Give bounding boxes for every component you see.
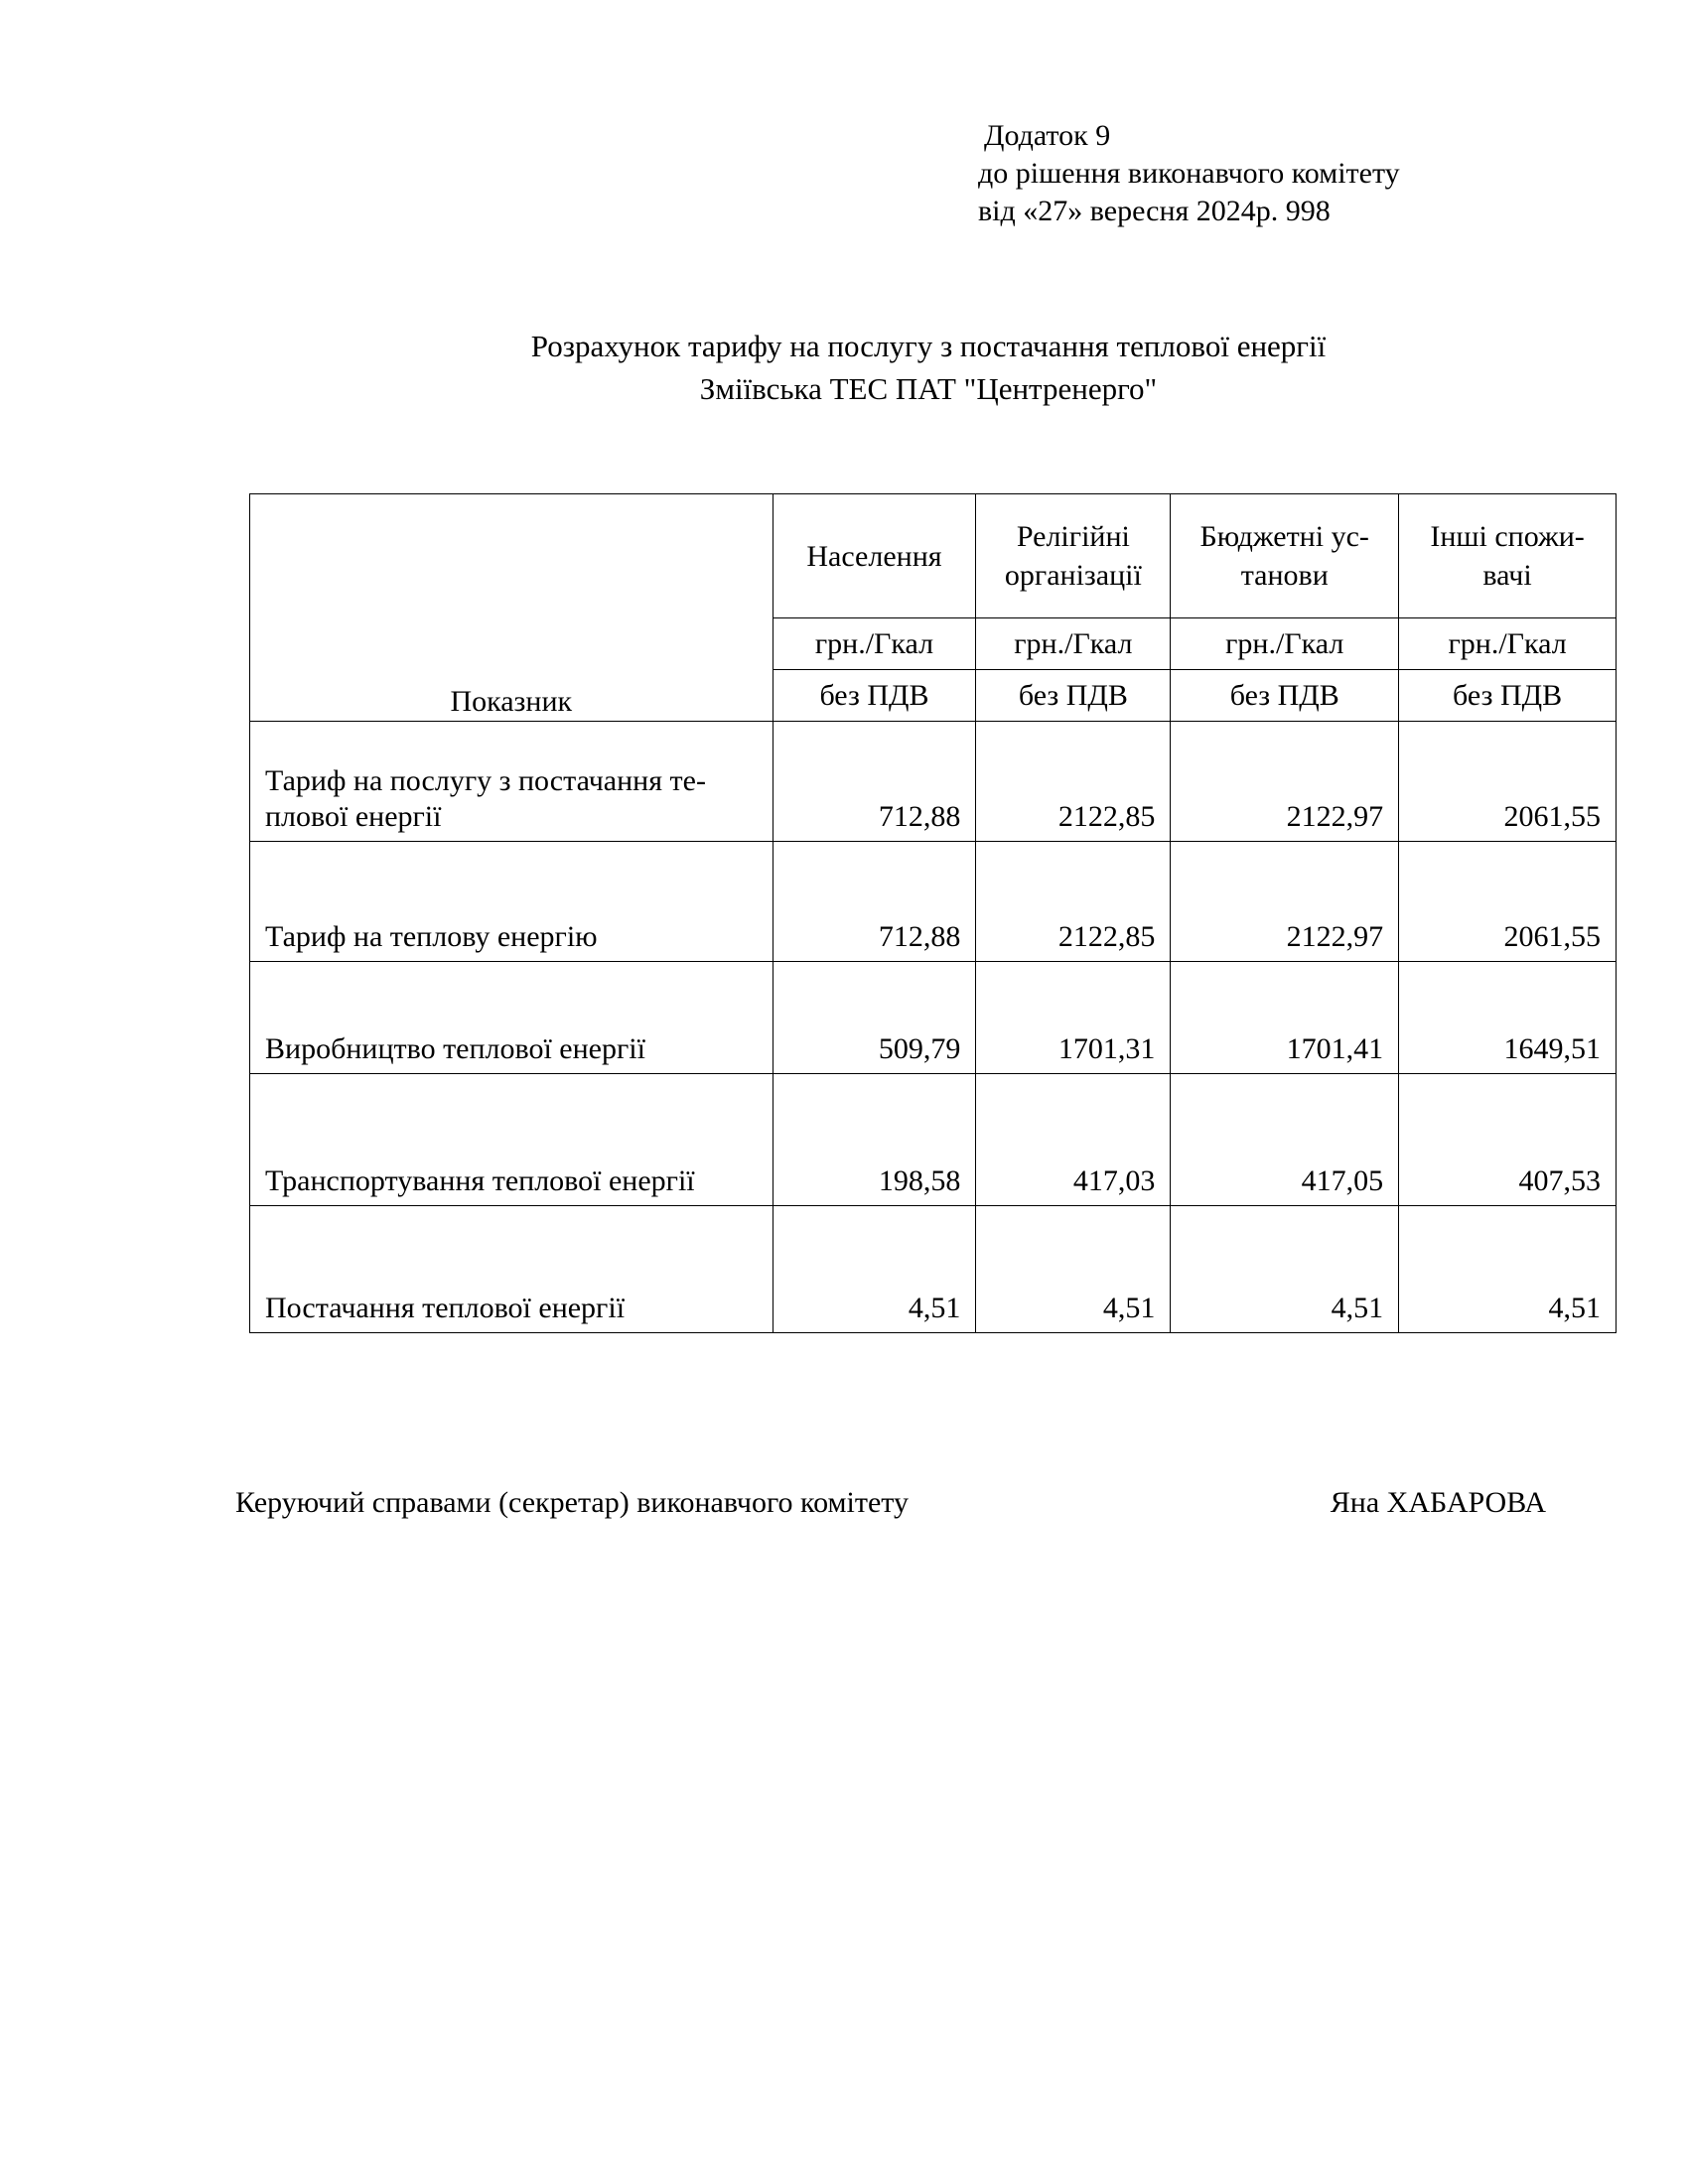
category-header [1399, 494, 1617, 618]
table-row [250, 962, 1617, 1074]
indicator-label-line: Транспортування теплової енергії [265, 1164, 695, 1197]
category-header [1171, 494, 1399, 618]
unit-cell: грн./Гкал [1399, 618, 1617, 670]
vat-cell: без ПДВ [976, 670, 1171, 722]
value-cell: 2122,97 [1171, 842, 1399, 962]
table-row [250, 842, 1617, 962]
value-cell: 4,51 [976, 1206, 1171, 1333]
value-cell: 407,53 [1399, 1074, 1617, 1206]
signatory-position: Керуючий справами (секретар) виконавчого комітету [235, 1486, 909, 1519]
indicator-label [250, 722, 774, 842]
value-cell: 2122,85 [976, 842, 1171, 962]
tariff-table [249, 493, 1617, 1333]
indicator-label [250, 962, 774, 1074]
value-cell: 2061,55 [1399, 842, 1617, 962]
value-cell: 1649,51 [1399, 962, 1617, 1074]
value-cell: 417,05 [1171, 1074, 1399, 1206]
table-row [250, 1074, 1617, 1206]
category-label: Населення [806, 539, 942, 573]
table-row [250, 1206, 1617, 1333]
appendix-decision: до рішення виконавчого комітету [978, 157, 1400, 190]
category-label: Релігійні [1016, 520, 1130, 553]
indicator-label [250, 842, 774, 962]
appendix-date: від «27» вересня 2024р. 998 [978, 195, 1331, 227]
indicator-header-label: Показник [450, 685, 573, 718]
appendix-number: Додаток 9 [984, 119, 1111, 152]
indicator-label-line: Постачання теплової енергії [265, 1292, 626, 1324]
indicator-label-line: Виробництво теплової енергії [265, 1032, 645, 1065]
unit-cell: грн./Гкал [1171, 618, 1399, 670]
title-line-2: Зміївська ТЕС ПАТ "Центренерго" [699, 371, 1158, 406]
indicator-label-line: плової енергії [265, 800, 442, 833]
title-line-1: Розрахунок тарифу на послугу з постачання теплової енергії [530, 329, 1327, 363]
category-header [773, 494, 976, 618]
table-row [250, 722, 1617, 842]
value-cell: 417,03 [976, 1074, 1171, 1206]
category-label: організації [1004, 559, 1142, 592]
value-cell: 4,51 [1171, 1206, 1399, 1333]
value-cell: 198,58 [773, 1074, 976, 1206]
value-cell: 4,51 [1399, 1206, 1617, 1333]
indicator-label [250, 1206, 774, 1333]
category-label: Бюджетні ус- [1199, 520, 1369, 553]
unit-cell: грн./Гкал [773, 618, 976, 670]
value-cell: 712,88 [773, 722, 976, 842]
category-label: Інші спожи- [1430, 520, 1585, 553]
value-cell: 4,51 [773, 1206, 976, 1333]
header-row-categories [250, 494, 1617, 618]
value-cell: 2122,97 [1171, 722, 1399, 842]
indicator-label [250, 1074, 774, 1206]
unit-cell: грн./Гкал [976, 618, 1171, 670]
appendix-header [978, 117, 1400, 230]
vat-cell: без ПДВ [1399, 670, 1617, 722]
indicator-header [250, 494, 774, 722]
value-cell: 712,88 [773, 842, 976, 962]
category-label: вачі [1482, 559, 1532, 592]
category-header [976, 494, 1171, 618]
signatory-name: Яна ХАБАРОВА [1330, 1486, 1546, 1519]
signature-block [235, 1486, 1546, 1520]
value-cell: 2122,85 [976, 722, 1171, 842]
vat-cell: без ПДВ [1171, 670, 1399, 722]
category-label: танови [1240, 559, 1329, 592]
value-cell: 1701,31 [976, 962, 1171, 1074]
document-title [0, 325, 1688, 410]
value-cell: 1701,41 [1171, 962, 1399, 1074]
indicator-label-line: Тариф на послугу з постачання те- [265, 764, 706, 797]
value-cell: 2061,55 [1399, 722, 1617, 842]
vat-cell: без ПДВ [773, 670, 976, 722]
indicator-label-line: Тариф на теплову енергію [265, 920, 598, 953]
value-cell: 509,79 [773, 962, 976, 1074]
